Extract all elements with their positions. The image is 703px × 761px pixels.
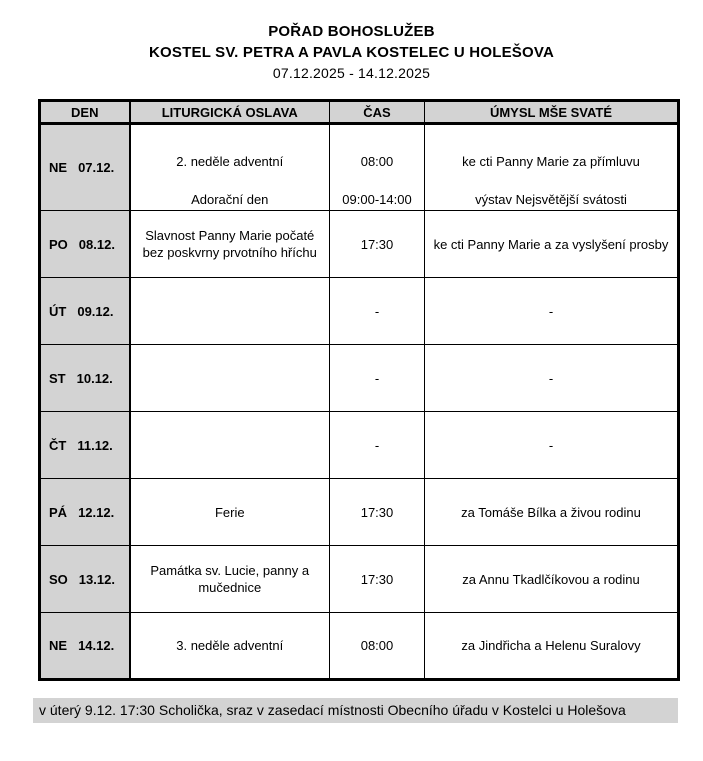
cas-text: 17:30 <box>360 504 394 520</box>
day-abbreviation: ČT <box>49 437 67 453</box>
cas-cell <box>330 211 425 278</box>
cas-text: 17:30 <box>360 571 394 587</box>
umysl-text: za Annu Tkadlčíkovou a rodinu <box>462 571 640 587</box>
umysl-text: ke cti Panny Marie za přímluvu <box>462 154 640 169</box>
day-date: 12.12. <box>78 504 115 520</box>
oslava-cell-content <box>135 637 326 654</box>
cas-cell-content <box>334 236 420 253</box>
cas-cell <box>330 546 425 613</box>
cas-text: 17:30 <box>360 236 394 252</box>
cas-cell-content <box>334 437 420 454</box>
cas-cell <box>330 278 425 345</box>
cas-text: 08:00 <box>360 154 394 169</box>
day-date: 07.12. <box>78 160 115 175</box>
table-row <box>40 613 679 680</box>
umysl-text: - <box>548 303 554 319</box>
cas-cell-content <box>334 637 420 654</box>
umysl-cell <box>425 613 679 680</box>
day-abbreviation: NE <box>49 638 68 653</box>
page-title: POŘAD BOHOSLUŽEB <box>268 23 435 40</box>
day-abbreviation: ST <box>49 370 66 386</box>
oslava-cell-content <box>135 125 326 210</box>
cas-text: 09:00-14:00 <box>342 192 412 207</box>
day-date: 11.12. <box>77 437 113 453</box>
umysl-cell-content <box>429 637 673 654</box>
day-cell <box>40 479 130 546</box>
umysl-text: - <box>548 370 554 386</box>
oslava-text: Slavnost Panny Marie počaté bez poskvrny prvotního hříchu <box>142 228 317 260</box>
oslava-cell-content <box>135 562 326 596</box>
oslava-cell <box>130 211 330 278</box>
oslava-cell-content <box>135 227 326 261</box>
umysl-cell <box>425 412 679 479</box>
umysl-text: za Jindřicha a Helenu Suralovy <box>461 638 641 653</box>
day-cell <box>40 124 130 211</box>
umysl-cell-content <box>429 236 673 253</box>
umysl-cell <box>425 124 679 211</box>
day-date: 08.12. <box>78 236 115 252</box>
oslava-text: Památka sv. Lucie, panny a mučednice <box>150 563 310 595</box>
schedule-table <box>38 99 680 681</box>
oslava-cell-content <box>135 504 326 521</box>
oslava-text: 2. neděle adventní <box>176 154 284 169</box>
umysl-cell-content <box>429 437 673 454</box>
umysl-cell-content <box>429 125 673 210</box>
day-date: 09.12. <box>77 303 114 319</box>
oslava-cell <box>130 546 330 613</box>
oslava-cell <box>130 412 330 479</box>
oslava-text: 3. neděle adventní <box>176 638 284 653</box>
umysl-text: za Tomáše Bílka a živou rodinu <box>461 504 641 520</box>
day-date: 13.12. <box>78 571 115 587</box>
table-row <box>40 211 679 278</box>
day-cell <box>40 546 130 613</box>
cas-cell-content <box>334 571 420 588</box>
day-cell <box>40 613 130 680</box>
table-row <box>40 412 679 479</box>
schedule-rows <box>40 124 679 680</box>
header-row <box>40 101 679 124</box>
day-date: 14.12. <box>78 638 115 653</box>
oslava-cell <box>130 345 330 412</box>
page-subtitle: KOSTEL SV. PETRA A PAVLA KOSTELEC U HOLEŠOVA <box>149 44 554 61</box>
cas-text: - <box>374 370 380 386</box>
oslava-cell <box>130 613 330 680</box>
day-cell <box>40 412 130 479</box>
day-abbreviation: PÁ <box>49 504 68 520</box>
table-row <box>40 124 679 211</box>
cas-cell <box>330 345 425 412</box>
col-header-umysl-mse-svate: ÚMYSL MŠE SVATÉ <box>425 101 679 124</box>
day-cell <box>40 211 130 278</box>
cas-cell-content <box>334 125 420 210</box>
oslava-text: Adorační den <box>191 192 269 207</box>
table-row <box>40 278 679 345</box>
table-row <box>40 345 679 412</box>
schedule-table-head <box>40 101 679 124</box>
umysl-cell <box>425 479 679 546</box>
bulletin-header <box>0 0 703 84</box>
day-date: 10.12. <box>76 370 113 386</box>
day-abbreviation: PO <box>49 236 68 252</box>
day-cell <box>40 278 130 345</box>
cas-cell-content <box>334 504 420 521</box>
cas-cell <box>330 479 425 546</box>
umysl-text: ke cti Panny Marie a za vyslyšení prosby <box>433 236 669 252</box>
cas-cell <box>330 412 425 479</box>
cas-cell-content <box>334 303 420 320</box>
day-abbreviation: SO <box>49 571 68 587</box>
date-range: 07.12.2025 - 14.12.2025 <box>272 65 431 81</box>
cas-cell <box>330 124 425 211</box>
day-cell <box>40 345 130 412</box>
cas-cell-content <box>334 370 420 387</box>
umysl-text: výstav Nejsvětější svátosti <box>475 192 627 207</box>
cas-cell <box>330 613 425 680</box>
umysl-cell-content <box>429 571 673 588</box>
cas-text: 08:00 <box>360 638 394 653</box>
umysl-cell-content <box>429 504 673 521</box>
col-header-cas: ČAS <box>330 101 425 124</box>
umysl-cell <box>425 546 679 613</box>
umysl-text: - <box>548 437 554 453</box>
cas-text: - <box>374 303 380 319</box>
oslava-cell <box>130 479 330 546</box>
umysl-cell-content <box>429 303 673 320</box>
day-abbreviation: ÚT <box>49 303 67 319</box>
umysl-cell <box>425 345 679 412</box>
cas-text: - <box>374 437 380 453</box>
footer-note: v úterý 9.12. 17:30 Scholička, sraz v zasedací místnosti Obecního úřadu v Kostelci u Holešova <box>33 698 678 723</box>
oslava-cell <box>130 124 330 211</box>
table-row <box>40 479 679 546</box>
umysl-cell <box>425 211 679 278</box>
oslava-cell <box>130 278 330 345</box>
day-abbreviation: NE <box>49 160 68 175</box>
oslava-text: Ferie <box>214 504 245 520</box>
table-row <box>40 546 679 613</box>
col-header-liturgicka-oslava: LITURGICKÁ OSLAVA <box>130 101 330 124</box>
umysl-cell <box>425 278 679 345</box>
umysl-cell-content <box>429 370 673 387</box>
col-header-den: DEN <box>40 101 130 124</box>
